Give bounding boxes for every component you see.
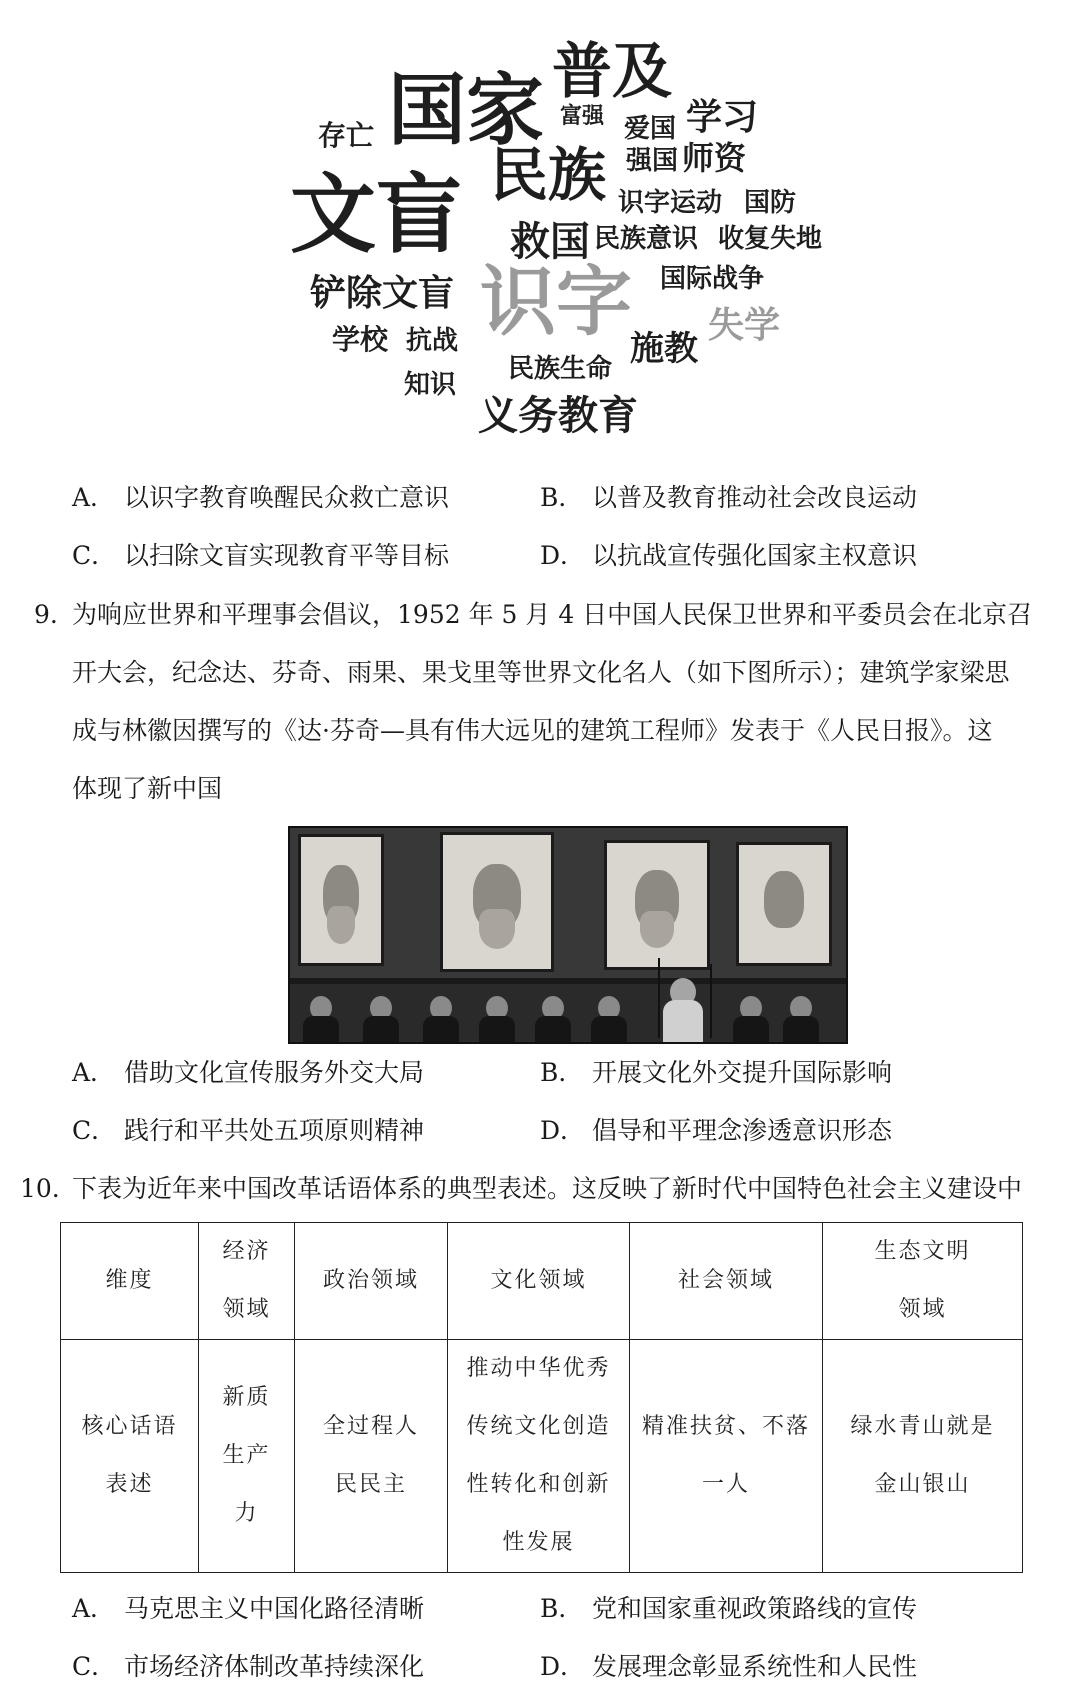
cell-line: 一人: [701, 1472, 750, 1497]
person: [783, 1016, 819, 1044]
portrait: [298, 834, 384, 966]
portrait: [440, 832, 554, 972]
word: 失学: [708, 305, 781, 346]
person: [423, 1016, 459, 1044]
question-stem-line: 体现了新中国: [72, 774, 223, 803]
cell-line: 社会领域: [677, 1268, 774, 1293]
table-cell: [448, 1223, 630, 1340]
table-cell: [199, 1340, 295, 1573]
word-cloud-image: [0, 0, 1080, 450]
cell-line: 金山银山: [874, 1472, 971, 1497]
question-number: 9.: [34, 600, 58, 629]
option-text: 党和国家重视政策路线的宣传: [592, 1594, 918, 1623]
cell-line: 生态文明: [874, 1239, 971, 1264]
cell-line: 精准扶贫、不落: [641, 1414, 810, 1439]
cell-line: 领域: [222, 1297, 271, 1322]
table-cell: [61, 1340, 199, 1573]
portrait: [604, 840, 710, 970]
q10-option-b: [540, 1596, 917, 1621]
speaker: [663, 1000, 703, 1044]
option-text: 开展文化外交提升国际影响: [592, 1058, 893, 1087]
option-text: 市场经济体制改革持续深化: [124, 1652, 425, 1681]
q9-option-c: [72, 1118, 424, 1143]
option-text: 以普及教育推动社会改良运动: [592, 483, 918, 512]
cell-line: 绿水青山就是: [850, 1414, 995, 1439]
table-header-row: [61, 1223, 1023, 1340]
word: 爱国: [624, 114, 677, 144]
table-cell: [630, 1340, 823, 1573]
person: [479, 1016, 515, 1044]
word: 师资: [682, 139, 747, 177]
option-key: C．: [72, 541, 117, 570]
cell-line: 新质: [222, 1385, 271, 1410]
option-key: C．: [72, 1652, 117, 1681]
q9-option-d: [540, 1118, 892, 1143]
table-cell: [295, 1223, 448, 1340]
discourse-table: [60, 1222, 1023, 1573]
option-key: C．: [72, 1116, 117, 1145]
cell-line: 性发展: [502, 1530, 575, 1555]
word: 知识: [404, 370, 457, 400]
table-cell: [823, 1340, 1023, 1573]
cell-line: 性转化和创新: [466, 1472, 611, 1497]
q9-option-b: [540, 1060, 892, 1085]
cell-line: 核心话语: [81, 1414, 178, 1439]
person: [733, 1016, 769, 1044]
word: 富强: [560, 104, 605, 129]
person: [363, 1016, 399, 1044]
microphone: [710, 964, 712, 1038]
word: 抗战: [406, 326, 459, 356]
q9-option-a: [72, 1060, 424, 1085]
q8-option-d: [540, 543, 917, 568]
q8-option-c: [72, 543, 449, 568]
word: 强国: [626, 146, 679, 176]
cell-line: 推动中华优秀: [466, 1356, 611, 1381]
table-cell: [448, 1340, 630, 1573]
table-cell: [823, 1223, 1023, 1340]
option-key: D．: [540, 1116, 586, 1145]
word: 国际战争: [660, 264, 765, 294]
cell-line: 经济: [222, 1239, 271, 1264]
table-cell: [295, 1340, 448, 1573]
option-key: A．: [72, 483, 116, 512]
option-text: 以抗战宣传强化国家主权意识: [592, 541, 918, 570]
option-key: A．: [72, 1058, 116, 1087]
option-key: D．: [540, 541, 586, 570]
portrait: [736, 842, 832, 966]
option-text: 践行和平共处五项原则精神: [124, 1116, 425, 1145]
cell-line: 政治领域: [322, 1268, 419, 1293]
cell-line: 力: [234, 1501, 259, 1526]
table-row: [61, 1340, 1023, 1573]
cell-line: 文化领域: [490, 1268, 587, 1293]
word: 识字运动: [618, 188, 723, 218]
word: 收复失地: [718, 224, 823, 254]
option-text: 倡导和平理念渗透意识形态: [592, 1116, 893, 1145]
cell-line: 全过程人: [322, 1414, 419, 1439]
q10-option-c: [72, 1654, 424, 1679]
word: 学校: [332, 323, 389, 356]
person: [535, 1016, 571, 1044]
option-text: 借助文化宣传服务外交大局: [124, 1058, 425, 1087]
option-key: B．: [540, 1058, 584, 1087]
word: 识字: [480, 257, 632, 346]
option-text: 以扫除文盲实现教育平等目标: [124, 541, 450, 570]
word: 国家: [388, 66, 545, 156]
word: 救国: [510, 219, 590, 265]
question-stem-line: 为响应世界和平理事会倡议，1952 年 5 月 4 日中国人民保卫世界和平委员会在北京召: [72, 600, 1033, 629]
table-cell: [199, 1223, 295, 1340]
microphone: [658, 958, 660, 1038]
q10-option-a: [72, 1596, 424, 1621]
word: 民族生命: [508, 354, 613, 384]
word: 铲除文盲: [310, 273, 455, 314]
q10-option-d: [540, 1654, 917, 1679]
head-table: [290, 978, 846, 984]
question-number: 10.: [20, 1174, 60, 1203]
word: 文盲: [290, 165, 462, 265]
table-cell: [630, 1223, 823, 1340]
table-cell: [61, 1223, 199, 1340]
word: 民族: [490, 141, 607, 209]
cell-line: 传统文化创造: [466, 1414, 611, 1439]
word: 施教: [630, 329, 698, 369]
option-text: 马克思主义中国化路径清晰: [124, 1594, 425, 1623]
word: 普及: [552, 37, 672, 107]
cell-line: 民民主: [334, 1472, 407, 1497]
cell-line: 领域: [898, 1297, 947, 1322]
option-key: B．: [540, 483, 584, 512]
option-key: A．: [72, 1594, 116, 1623]
word: 国防: [744, 188, 797, 218]
word: 存亡: [318, 119, 375, 152]
option-key: D．: [540, 1652, 586, 1681]
question-stem: 下表为近年来中国改革话语体系的典型表述。这反映了新时代中国特色社会主义建设中: [72, 1174, 1023, 1203]
question-stem-line: 成与林徽因撰写的《达·芬奇—具有伟大远见的建筑工程师》发表于《人民日报》。这: [72, 716, 993, 745]
q8-option-b: [540, 485, 917, 510]
option-text: 发展理念彰显系统性和人民性: [592, 1652, 918, 1681]
cell-line: 维度: [105, 1268, 154, 1293]
question-stem-line: 开大会，纪念达、芬奇、雨果、果戈里等世界文化名人（如下图所示）；建筑学家梁思: [72, 658, 1010, 687]
meeting-photo: [288, 826, 848, 1044]
word: 民族意识: [594, 224, 699, 254]
person: [591, 1016, 627, 1044]
option-key: B．: [540, 1594, 584, 1623]
word: 学习: [686, 97, 759, 138]
cell-line: 生产: [222, 1443, 271, 1468]
word: 义务教育: [478, 393, 638, 439]
q8-option-a: [72, 485, 449, 510]
person: [303, 1016, 339, 1044]
option-text: 以识字教育唤醒民众救亡意识: [124, 483, 450, 512]
cell-line: 表述: [105, 1472, 154, 1497]
